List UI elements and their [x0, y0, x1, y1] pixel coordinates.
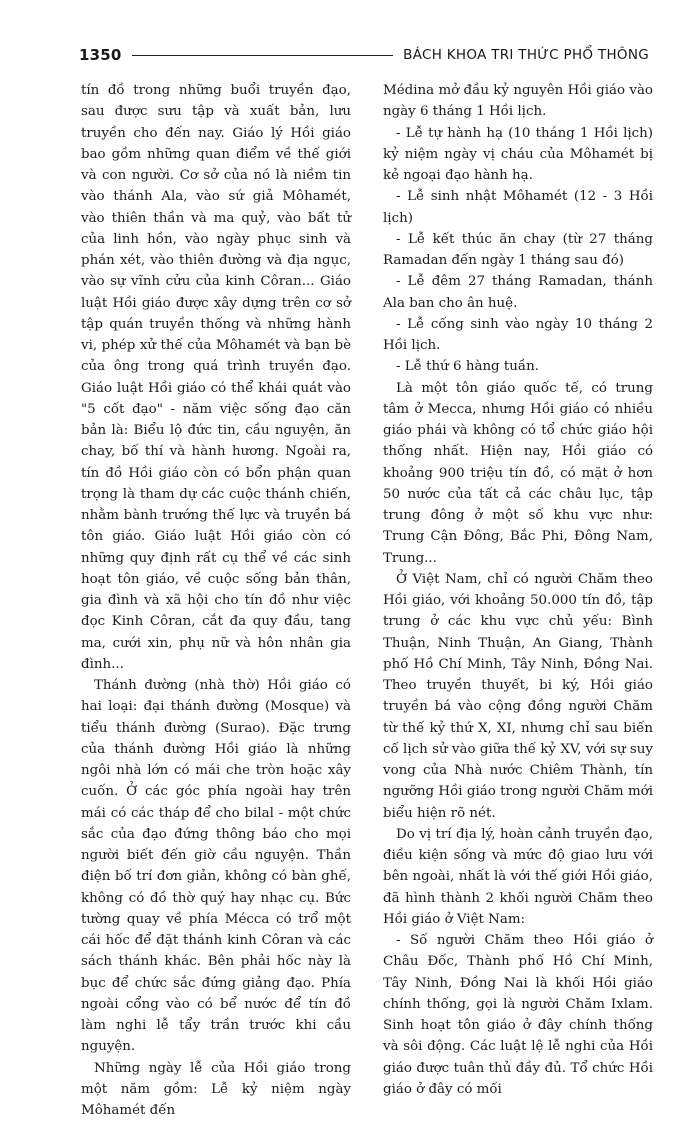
- paragraph-two-groups: Do vị trí địa lý, hoàn cảnh truyền đạo, điều kiện sống và mức độ giao lưu với bên ngoài, nhất là với thế giới Hồi giáo, đã hình thành 2 khối người Chăm theo Hồi giáo ở Việt Nam:: [383, 824, 653, 930]
- page-number: 1350: [79, 46, 122, 64]
- paragraph-international: Là một tôn giáo quốc tế, có trung tâm ở Mecca, nhưng Hồi giáo có nhiều giáo phái và không có tổ chức giáo hội thống nhất. Hiện nay, Hồi giáo có khoảng 900 triệu tín đồ, có mặt ở hơn 50 nước của tất cả các châu lục, tập trung đông ở một số khu vực như: Trung Cận Đông, Bắc Phi, Đông Nam, Trung...: [383, 378, 653, 569]
- paragraph-holidays-intro: Những ngày lễ của Hồi giáo trong một năm gồm: Lễ kỷ niệm ngày Môhamét đến: [81, 1058, 351, 1121]
- holiday-item: - Lễ tự hành hạ (10 tháng 1 Hồi lịch) kỷ niệm ngày vị cháu của Môhamét bị kẻ ngoại đạo hành hạ.: [383, 123, 653, 187]
- holiday-item: - Lễ thứ 6 hàng tuần.: [383, 356, 653, 377]
- holiday-item: - Lễ cống sinh vào ngày 10 tháng 2 Hồi lịch.: [383, 314, 653, 357]
- left-column: [81, 80, 351, 1121]
- paragraph-mosques: Thánh đường (nhà thờ) Hồi giáo có hai loại: đại thánh đường (Mosque) và tiểu thánh đường (Surao). Đặc trưng của thánh đường Hồi giáo là những ngôi nhà lớn có mái che tròn hoặc xây cuốn. Ở các góc phía ngoài hay trên mái có các tháp để cho bilal - một chức sắc của đạo đứng thông báo cho mọi người biết đến giờ cầu nguyện. Thần điện bố trí đơn giản, không có bàn ghế, không có đồ thờ quý hay nhạc cụ. Bức tường quay về phía Mécca có trổ một cái hốc để đặt thánh kinh Côran và các sách thánh khác. Bên phải hốc này là bục để chức sắc đứng giảng đạo. Phía ngoài cổng vào có bể nước để tín đồ làm nghi lễ tẩy trần trước khi cầu nguyện.: [81, 675, 351, 1058]
- holiday-item: - Lễ đêm 27 tháng Ramadan, thánh Ala ban cho ân huệ.: [383, 271, 653, 314]
- paragraph-continued: tín đồ trong những buổi truyền đạo, sau được sưu tập và xuất bản, lưu truyền cho đến nay. Giáo lý Hồi giáo bao gồm những quan điểm về thế giới và con người. Cơ sở của nó là niềm tin vào thánh Ala, vào sứ giả Môhamét, vào thiên thần và ma quỷ, vào bất tử của linh hồn, vào ngày phục sinh và phán xét, vào thiên đường và địa ngục, vào sự vĩnh cửu của kinh Côran... Giáo luật Hồi giáo được xây dựng trên cơ sở tập quán truyền thống và những hành vi, phép xử thế của Môhamét và bạn bè của ông trong quá trình truyền đạo. Giáo luật Hồi giáo có thể khái quát vào "5 cốt đạo" - năm việc sống đạo căn bản là: Biểu lộ đức tin, cầu nguyện, ăn chay, bố thí và hành hương. Ngoài ra, tín đồ Hồi giáo còn có bổn phận quan trọng là tham dự các cuộc thánh chiến, nhằm bành trướng thế lực và truyền bá tôn giáo. Giáo luật Hồi giáo còn có những quy định rất cụ thể về các sinh hoạt tôn giáo, về cuộc sống bản thân, gia đình và xã hội cho tín đồ như việc đọc Kinh Côran, cắt đa quy đầu, tang ma, cưới xin, phụ nữ và hôn nhân gia đình...: [81, 80, 351, 675]
- paragraph-cham-ixlam: - Số người Chăm theo Hồi giáo ở Châu Đốc, Thành phố Hồ Chí Minh, Tây Ninh, Đồng Nai là khối Hồi giáo chính thống, gọi là người Chăm Ixlam. Sinh hoạt tôn giáo ở đây chính thống và sôi động. Các luật lệ lễ nghi của Hồi giáo được tuân thủ đầy đủ. Tổ chức Hồi giáo ở đây có mối: [383, 930, 653, 1100]
- paragraph-holidays-continued: Médina mở đầu kỷ nguyên Hồi giáo vào ngày 6 tháng 1 Hồi lịch.: [383, 80, 653, 123]
- holiday-item: - Lễ kết thúc ăn chay (từ 27 tháng Ramadan đến ngày 1 tháng sau đó): [383, 229, 653, 272]
- holiday-item: - Lễ sinh nhật Môhamét (12 - 3 Hồi lịch): [383, 186, 653, 229]
- paragraph-vietnam: Ở Việt Nam, chỉ có người Chăm theo Hồi giáo, với khoảng 50.000 tín đồ, tập trung ở các khu vực chủ yếu: Bình Thuận, Ninh Thuận, An Giang, Thành phố Hồ Chí Minh, Tây Ninh, Đồng Nai. Theo truyền thuyết, bi ký, Hồi giáo truyền bá vào cộng đồng người Chăm từ thế kỷ thứ X, XI, nhưng chỉ sau biến cố lịch sử vào giữa thế kỷ XV, với sự suy vong của Nhà nước Chiêm Thành, tín ngưỡng Hồi giáo trong người Chăm mới biểu hiện rõ nét.: [383, 569, 653, 824]
- running-title: BÁCH KHOA TRI THỨC PHỔ THÔNG: [403, 47, 649, 63]
- header-rule: [132, 55, 394, 56]
- right-column: [383, 80, 653, 1100]
- page-header: [79, 44, 649, 66]
